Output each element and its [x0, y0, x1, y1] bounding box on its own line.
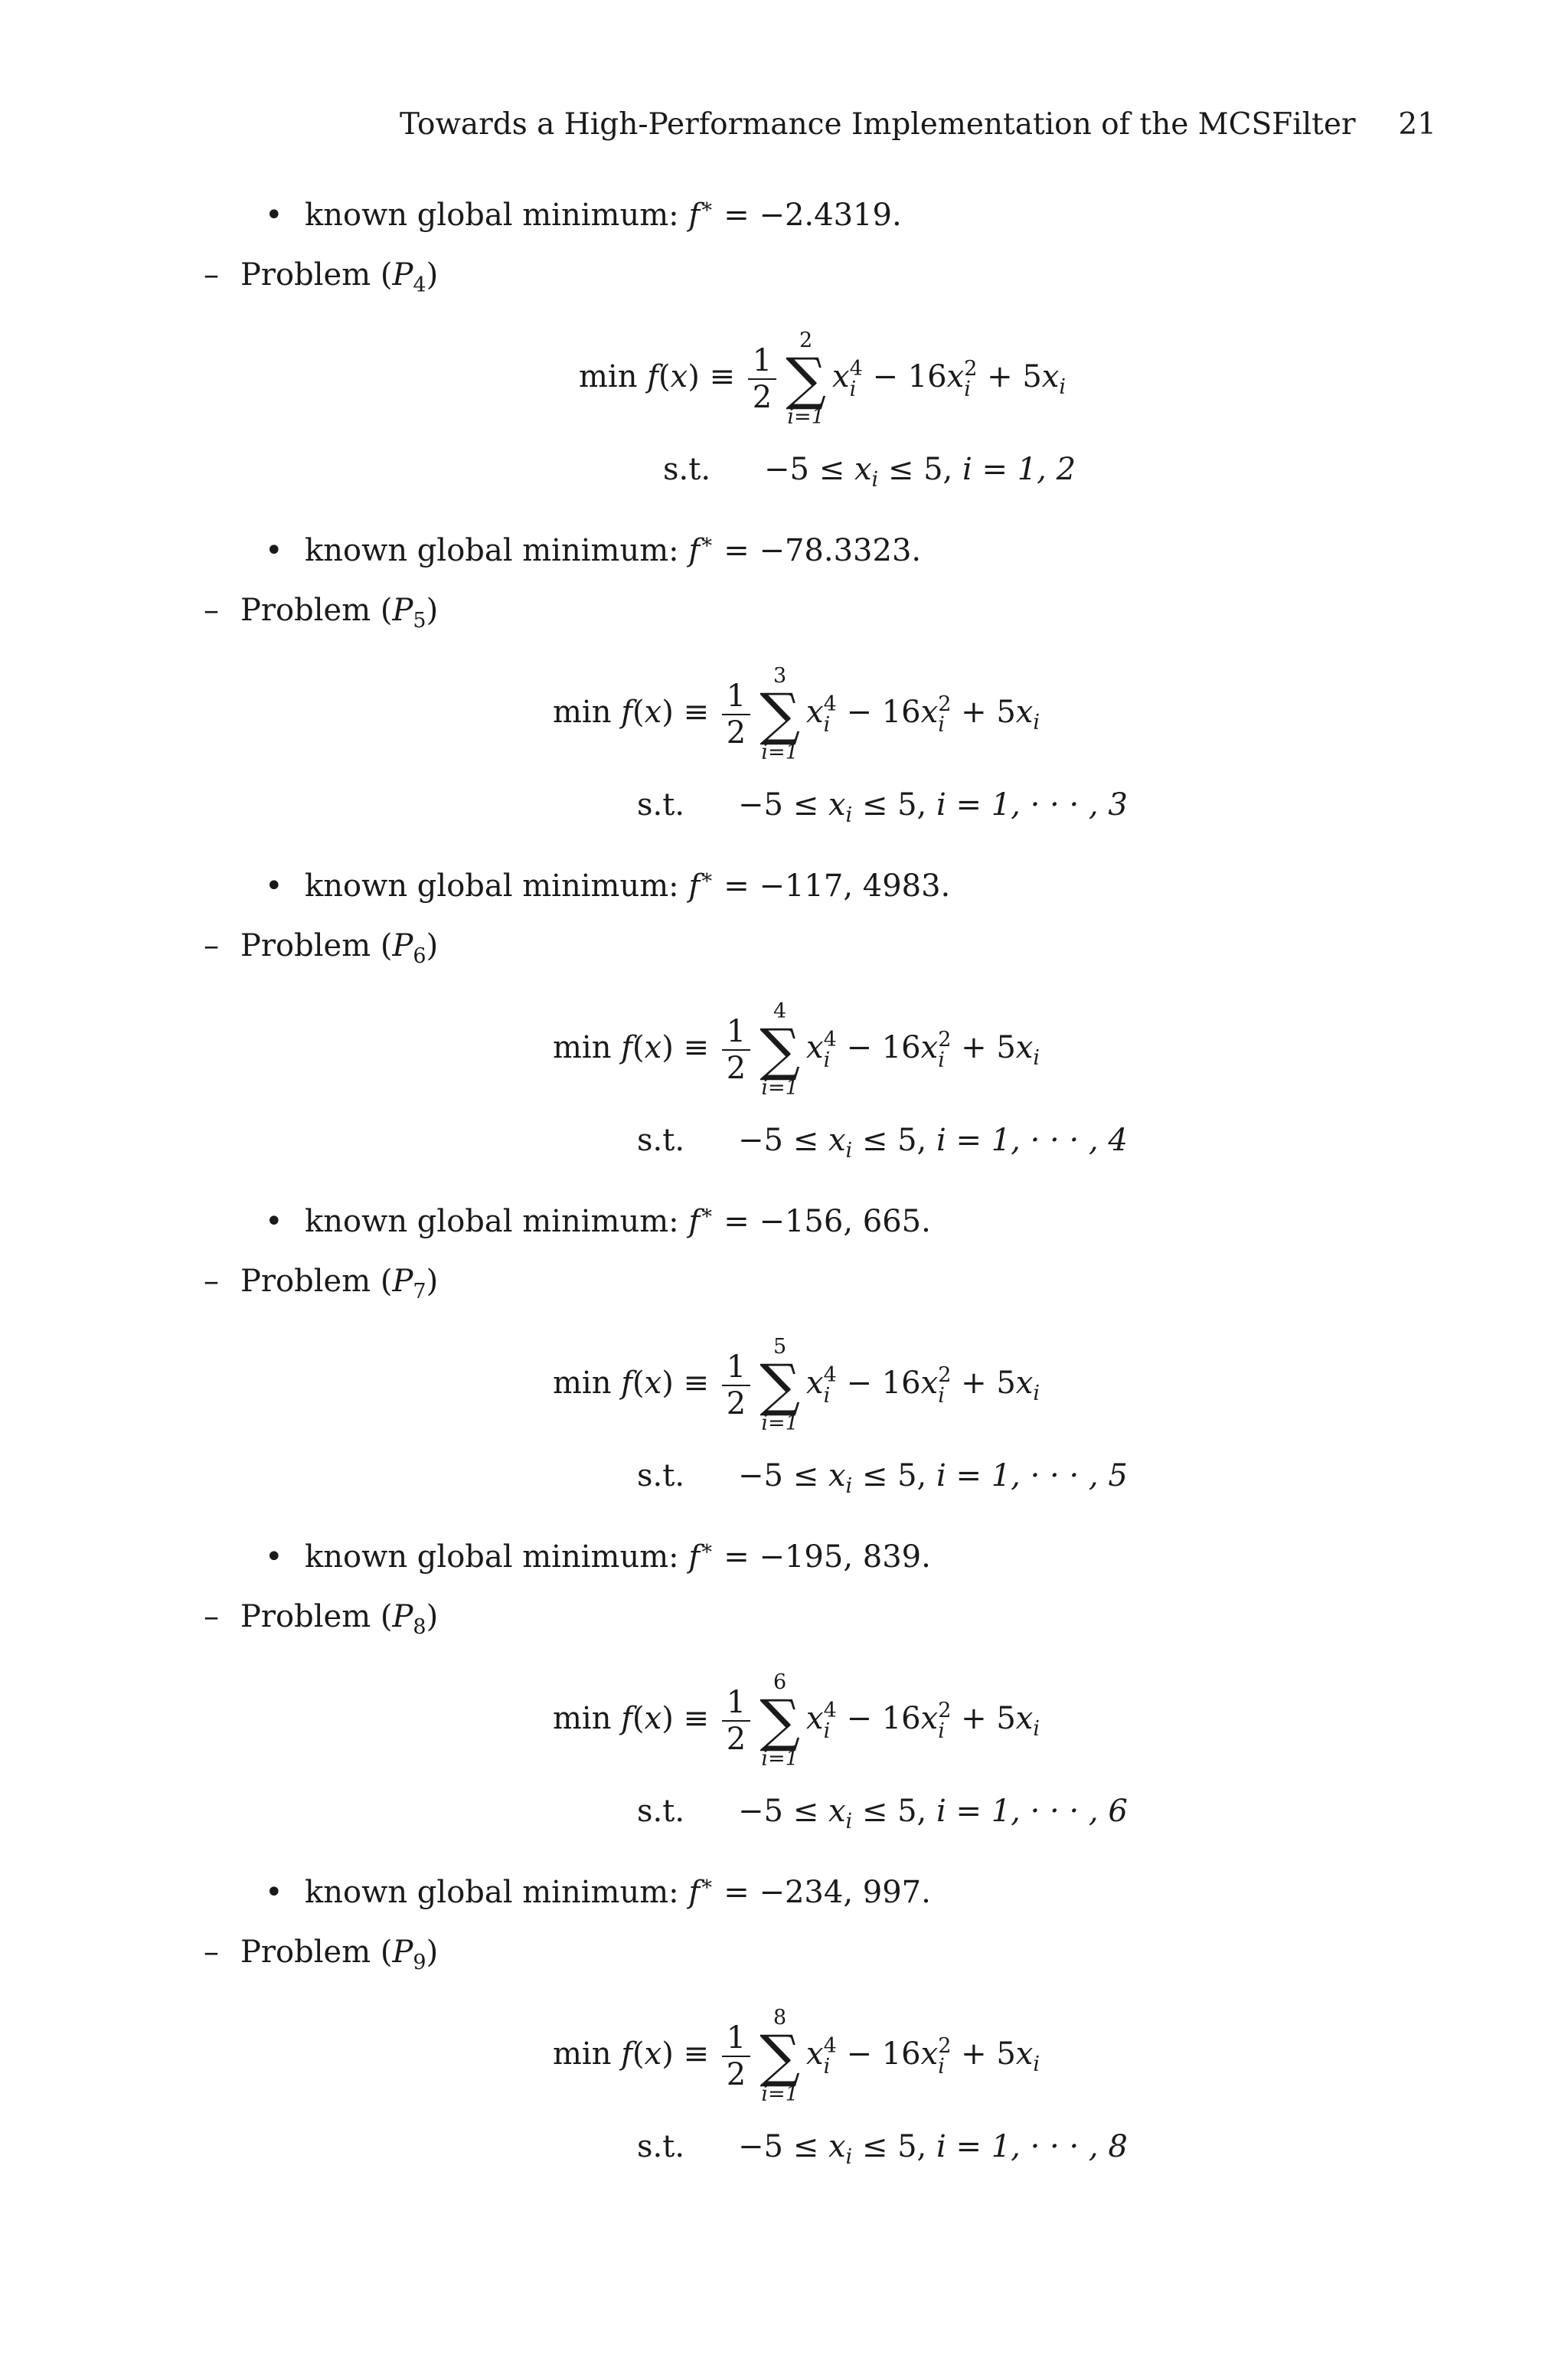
st-label: s.t.	[637, 1458, 685, 1493]
bullet-dot: •	[265, 1539, 283, 1575]
bullet-text: known global minimum:	[305, 198, 679, 233]
bullet-text: known global minimum:	[305, 1539, 679, 1575]
fstar-value: −78.3323.	[759, 533, 922, 568]
half-fraction: $\frac{1}{2}$	[722, 1349, 750, 1421]
summation: 6 ∑ i=1	[760, 1670, 801, 1771]
bullet-text: known global minimum:	[305, 533, 679, 568]
known-minimum-bullet: • known global minimum: f∗ = −117, 4983.	[265, 865, 951, 904]
problem-word: Problem	[240, 593, 371, 628]
min-label: min	[553, 2036, 612, 2072]
objective-row: min f(x) ≡ $\frac{1}{2}$ 6 ∑ i=1 x 4 i − 16x 2 i + $5x_i$	[553, 1670, 1040, 1771]
summation: 5 ∑ i=1	[760, 1335, 801, 1435]
constraint-row: s.t. $-5 \le x_i \le 5$, i = 1, · · · , 8	[637, 2129, 1128, 2169]
objective-row: min f(x) ≡ $\frac{1}{2}$ 2 ∑ i=1 x 4 i − 16x 2 i + $5x_i$	[579, 329, 1066, 429]
fstar-value: −117, 4983.	[759, 868, 951, 904]
half-fraction: $\frac{1}{2}$	[722, 679, 750, 751]
sum-upper: 5	[773, 1335, 787, 1359]
objective-row: min f(x) ≡ $\frac{1}{2}$ 8 ∑ i=1 x 4 i − 16x 2 i + $5x_i$	[553, 2006, 1040, 2106]
constraint-row: s.t. $-5 \le x_i \le 5$, i = 1, · · · , 6	[637, 1794, 1128, 1833]
problem-word: Problem	[240, 257, 371, 293]
dash-mark: –	[204, 1599, 219, 1634]
st-label: s.t.	[637, 1794, 685, 1829]
summation: 3 ∑ i=1	[760, 664, 801, 764]
problem-index: 7	[413, 1280, 426, 1303]
dash-mark: –	[204, 593, 219, 628]
min-label: min	[553, 694, 612, 730]
problem-heading: – Problem $(P_5)$	[204, 593, 439, 633]
fstar-value: −234, 997.	[759, 1875, 931, 1910]
constraint-range: i = 1, · · · , 6	[936, 1794, 1128, 1829]
dash-mark: –	[204, 1935, 219, 1970]
known-minimum-bullet: • known global minimum: f∗ = −2.4319.	[265, 195, 902, 233]
fstar-symbol: f∗	[688, 530, 714, 568]
fstar-symbol: f∗	[688, 1536, 714, 1575]
sum-upper: 2	[799, 329, 813, 352]
constraint-range: i = 1, · · · , 5	[936, 1458, 1128, 1493]
known-minimum-bullet: • known global minimum: f∗ = −195, 839.	[265, 1536, 931, 1575]
fstar-value: −195, 839.	[759, 1539, 931, 1575]
st-label: s.t.	[637, 2129, 685, 2164]
bullet-text: known global minimum:	[305, 868, 679, 904]
constraint-range: i = 1, · · · , 3	[936, 787, 1128, 823]
constraint-range: i = 1, · · · , 8	[936, 2129, 1128, 2164]
st-label: s.t.	[637, 1123, 685, 1158]
fstar-symbol: f∗	[688, 1201, 714, 1239]
summation: 4 ∑ i=1	[760, 999, 801, 1100]
bullet-dot: •	[265, 1875, 283, 1910]
half-fraction: $\frac{1}{2}$	[748, 343, 776, 415]
constraint-row: s.t. $-5 \le x_i \le 5$, i = 1, 2	[663, 452, 1076, 492]
fstar-value: −156, 665.	[759, 1204, 931, 1239]
problem-heading: – Problem $(P_6)$	[204, 928, 439, 968]
bullet-dot: •	[265, 533, 283, 568]
objective-row: min f(x) ≡ $\frac{1}{2}$ 4 ∑ i=1 x 4 i − 16x 2 i + $5x_i$	[553, 999, 1040, 1100]
min-label: min	[553, 1365, 612, 1401]
dash-mark: –	[204, 928, 219, 963]
known-minimum-bullet: • known global minimum: f∗ = −156, 665.	[265, 1201, 931, 1239]
bullet-dot: •	[265, 868, 283, 904]
bullet-dot: •	[265, 198, 283, 233]
fstar-value: −2.4319.	[759, 198, 902, 233]
half-fraction: $\frac{1}{2}$	[722, 1685, 750, 1757]
known-minimum-bullet: • known global minimum: f∗ = −234, 997.	[265, 1872, 931, 1910]
problem-word: Problem	[240, 1599, 371, 1634]
problem-heading: – Problem $(P_4)$	[204, 257, 439, 297]
page-number: 21	[1398, 107, 1436, 142]
problem-index: 5	[413, 609, 426, 633]
constraint-range: i = 1, 2	[962, 452, 1076, 487]
sum-upper: 8	[773, 2006, 787, 2030]
bullet-dot: •	[265, 1204, 283, 1239]
running-head	[400, 107, 1436, 147]
constraint-row: s.t. $-5 \le x_i \le 5$, i = 1, · · · , 3	[637, 787, 1128, 827]
min-label: min	[553, 1700, 612, 1736]
problem-index: 9	[413, 1951, 426, 1974]
constraint-row: s.t. $-5 \le x_i \le 5$, i = 1, · · · , 5	[637, 1458, 1128, 1498]
problem-index: 8	[413, 1615, 426, 1639]
constraint-row: s.t. $-5 \le x_i \le 5$, i = 1, · · · , 4	[637, 1123, 1128, 1163]
half-fraction: $\frac{1}{2}$	[722, 2020, 750, 2092]
problem-heading: – Problem $(P_7)$	[204, 1264, 439, 1303]
summation: 2 ∑ i=1	[786, 329, 827, 429]
problem-index: 4	[413, 273, 426, 297]
fstar-symbol: f∗	[688, 195, 714, 233]
objective-row: min f(x) ≡ $\frac{1}{2}$ 5 ∑ i=1 x 4 i − 16x 2 i + $5x_i$	[553, 1335, 1040, 1435]
problem-heading: – Problem $(P_9)$	[204, 1935, 439, 1974]
st-label: s.t.	[663, 452, 711, 487]
sum-upper: 6	[773, 1670, 787, 1694]
problem-heading: – Problem $(P_8)$	[204, 1599, 439, 1639]
summation: 8 ∑ i=1	[760, 2006, 801, 2106]
bullet-text: known global minimum:	[305, 1204, 679, 1239]
dash-mark: –	[204, 1264, 219, 1299]
min-label: min	[579, 358, 638, 394]
problem-word: Problem	[240, 928, 371, 963]
min-label: min	[553, 1029, 612, 1065]
st-label: s.t.	[637, 787, 685, 823]
constraint-range: i = 1, · · · , 4	[936, 1123, 1128, 1158]
sum-upper: 4	[773, 999, 787, 1023]
running-title: Towards a High-Performance Implementation of the MCSFilter	[400, 107, 1356, 142]
sum-upper: 3	[773, 664, 787, 688]
objective-row: min f(x) ≡ $\frac{1}{2}$ 3 ∑ i=1 x 4 i − 16x 2 i + $5x_i$	[553, 664, 1040, 764]
problem-word: Problem	[240, 1264, 371, 1299]
problem-index: 6	[413, 944, 426, 968]
bullet-text: known global minimum:	[305, 1875, 679, 1910]
problem-word: Problem	[240, 1935, 371, 1970]
fstar-symbol: f∗	[688, 1872, 714, 1910]
dash-mark: –	[204, 257, 219, 293]
half-fraction: $\frac{1}{2}$	[722, 1014, 750, 1086]
known-minimum-bullet: • known global minimum: f∗ = −78.3323.	[265, 530, 922, 568]
fstar-symbol: f∗	[688, 865, 714, 904]
